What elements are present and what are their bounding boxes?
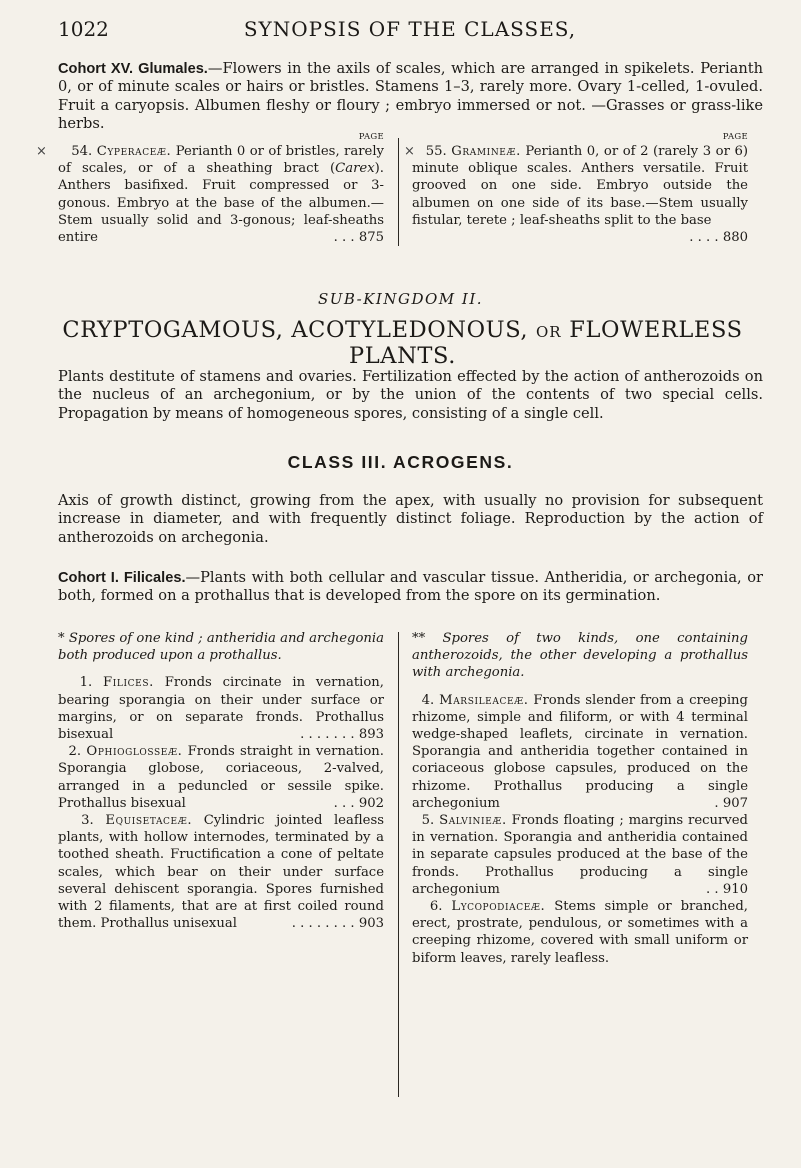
entry-text: Fronds circinate in vernation, bearing sporangia on their under surface or margins, or on separate fronds. Prothallus bisexual <box>58 675 384 743</box>
entry-name: Marsileaceæ. <box>439 692 529 708</box>
page-number: 1022 <box>58 17 109 41</box>
entry-name: Cyperaceæ. <box>96 144 172 159</box>
entry-text-a: Perianth 0 or of bristles, rarely of scales, or of a sheathing bract ( <box>58 144 384 177</box>
entry-text-b: ). Anthers basifixed. Fruit compressed or 3-gonous. Embryo at the base of the albumen.—Stem usually solid and 3-gonous; leaf-sheaths entire <box>58 161 384 246</box>
entry-filices <box>58 674 384 743</box>
pencil-mark-icon: × <box>36 144 47 159</box>
entry-name: Lycopodiaceæ. <box>451 899 546 915</box>
entry-number: 4. <box>421 692 435 708</box>
entry-page: 907 <box>722 795 748 811</box>
entry-page: 903 <box>358 916 384 932</box>
entry-page: 902 <box>358 795 384 811</box>
sub-kingdom-heading: SUB-KINGDOM II. <box>317 290 484 308</box>
page-column-label: PAGE <box>358 132 384 142</box>
crypto-title-or: OR <box>535 323 562 341</box>
left-column-heading: * Spores of one kind ; antheridia and archegonia both produced upon a prothallus. <box>58 631 384 664</box>
page-title: SYNOPSIS OF THE CLASSES, <box>243 17 577 41</box>
entry-text: Fronds floating ; margins recurved in vernation. Sporangia and antheridia contained in separate capsules produced at the base of the fronds. Prothallus producing a single archegonium <box>412 813 748 897</box>
cohort-xv-text: —Flowers in the axils of scales, which are arranged in spikelets. Perianth 0, or of minute scales or hairs or bristles. Stamens 1–3, rarely more. Ovary 1-celled, 1-ovuled. Fruit a caryopsis. Albumen fleshy or floury ; embryo immersed or not. —Grasses or grass-like herbs. <box>58 60 764 133</box>
pencil-mark-icon: × <box>404 144 415 159</box>
filicales-left-column <box>58 630 384 932</box>
entry-page: 875 <box>358 230 384 246</box>
entry-italic: Carex <box>335 161 375 177</box>
entry-dots: . <box>714 795 719 811</box>
filicales-right-column <box>412 630 748 967</box>
entry-name: Equisetaceæ. <box>105 813 193 829</box>
entry-dots: . . . <box>333 230 355 246</box>
entry-lycopodiaceae <box>412 898 748 967</box>
entry-dots: . . <box>706 881 719 897</box>
cohort-xv-label: Cohort XV. Glumales. <box>58 61 208 77</box>
entry-name: Salvinieæ. <box>439 813 507 829</box>
entry-number: 2. <box>68 744 82 760</box>
entry-dots: . . . . . . . . <box>291 916 355 932</box>
entry-leader <box>334 229 384 246</box>
glumales-right-column <box>404 132 748 246</box>
entry-text: Stems simple or branched, erect, prostrate, pendulous, or sometimes with a creeping rhizome, covered with small uniform or biform leaves, rarely leafless. <box>412 899 748 966</box>
entry-text: Perianth 0, or of 2 (rarely 3 or 6) minute oblique scales. Anthers versatile. Fruit grooved on one side. Embryo outside the albumen on one side of its base.—Stem usually fistular, terete ; leaf-sheaths split to the base <box>412 144 748 228</box>
crypto-title-part1: CRYPTOGAMOUS, ACOTYLEDONOUS, <box>62 317 529 343</box>
entry-leader <box>334 795 384 812</box>
entry-equisetaceae <box>58 812 384 932</box>
cohort-i-label: Cohort I. Filicales. <box>58 570 186 586</box>
class-iii-description: Axis of growth distinct, growing from the apex, with usually no provision for subsequent increase in diameter, and with frequently distinct foliage. Reproduction by the action of antherozoids on archegonia. <box>58 492 763 546</box>
entry-salvinieae <box>412 812 748 898</box>
entry-text: Fronds straight in vernation. Sporangia globose, coriaceous, 2-valved, arranged in a peduncled or sessile spike. Prothallus bisexual <box>58 744 384 811</box>
entry-number: 1. <box>79 675 93 691</box>
entry-marsileaceae <box>412 692 748 812</box>
cohort-i-text: —Plants with both cellular and vascular tissue. Antheridia, or archegonia, or both, formed on a prothallus that is developed from the spore on its germination. <box>58 569 763 605</box>
cohort-xv-paragraph <box>58 60 763 134</box>
entry-name: Ophioglosseæ. <box>86 744 183 760</box>
entry-dots: . . . . <box>689 230 719 246</box>
crypto-title-part2: FLOWERLESS PLANTS. <box>349 317 743 369</box>
entry-cyperaceae <box>36 143 384 246</box>
entry-name: Filices. <box>103 675 154 691</box>
entry-number: 5. <box>421 813 435 829</box>
right-column-heading: ** Spores of two kinds, one containing antherozoids, the other developing a prothallus with archegonia. <box>412 631 748 681</box>
glumales-left-column <box>36 132 384 246</box>
entry-number: 3. <box>81 813 94 829</box>
cryptogamous-title <box>40 317 765 369</box>
entry-leader <box>689 229 748 246</box>
entry-page: 910 <box>722 881 748 897</box>
entry-name: Gramineæ. <box>451 144 521 159</box>
entry-page: 893 <box>358 727 384 743</box>
entry-number: 55. <box>425 144 447 159</box>
entry-number: 54. <box>71 144 93 159</box>
cohort-i-paragraph <box>58 569 763 606</box>
entry-dots: . . . <box>333 795 355 811</box>
entry-ophioglosseae <box>58 743 384 812</box>
entry-leader <box>300 726 384 743</box>
entry-leader <box>714 795 748 812</box>
entry-dots: . . . . . . . <box>300 727 355 743</box>
column-divider <box>398 632 399 1097</box>
class-iii-title: CLASS III. ACROGENS. <box>287 452 514 472</box>
cryptogamous-description: Plants destitute of stamens and ovaries. Fertilization effected by the action of antherozoids on the nucleus of an archegonium, or by the union of the contents of two special cells. Propagation by means of homogeneous spores, consisting of a single cell. <box>58 368 763 422</box>
column-divider <box>398 138 399 246</box>
entry-text: Cylindric jointed leafless plants, with hollow internodes, terminated by a toothed sheath. Fructification a cone of peltate scales, which bear on their under surface several dehiscent sporangia. Spores furnished with 2 filaments, that are at first coiled round them. Prothallus unisexual <box>58 813 384 932</box>
entry-leader <box>292 915 384 932</box>
entry-text: Fronds slender from a creeping rhizome, simple and filiform, or with 4 terminal wedge-shaped leaflets, circinate in vernation. Sporangia and antheridia together contained in coriaceous globose capsules, produced on the rhizome. Prothallus producing a single archegonium <box>412 692 748 811</box>
entry-gramineae <box>404 143 748 246</box>
entry-leader <box>706 881 748 898</box>
entry-number: 6. <box>429 899 443 915</box>
page-column-label: PAGE <box>722 132 748 142</box>
entry-page: 880 <box>722 230 748 246</box>
